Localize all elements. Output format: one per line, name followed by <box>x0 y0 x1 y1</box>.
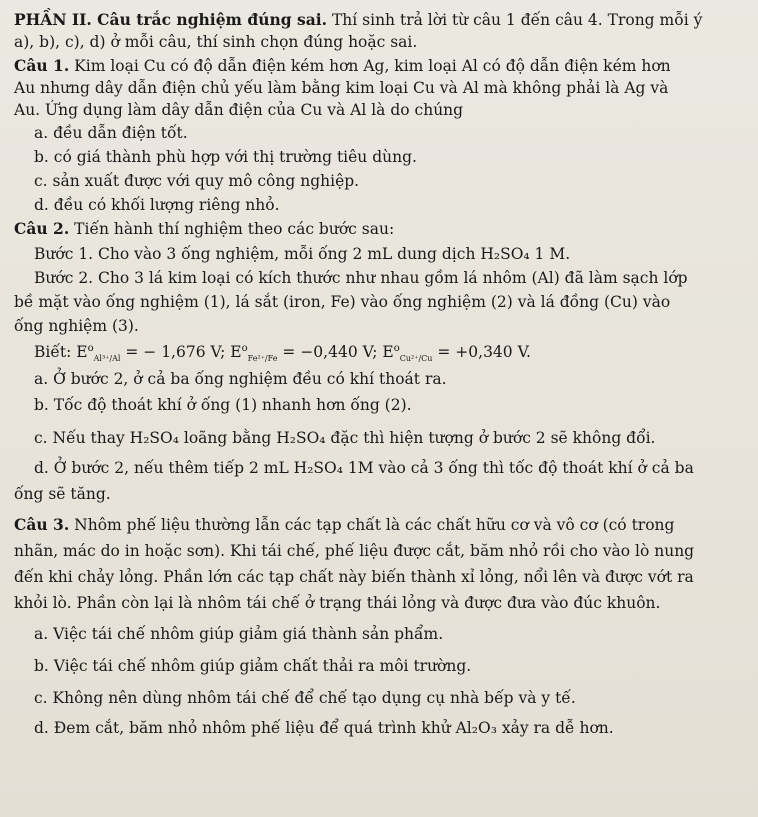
q2-option-c: c. Nếu thay H₂SO₄ loãng bằng H₂SO₄ đặc thì hiện tượng ở bước 2 sẽ không đổi. <box>34 429 656 447</box>
q3-option-b: b. Việc tái chế nhôm giúp giảm chất thải ra môi trường. <box>34 657 472 675</box>
q3-stem-2: nhãn, mác do in hoặc sơn). Khi tái chế, phế liệu được cắt, băm nhỏ rồi cho vào lò nung <box>14 542 695 560</box>
q3-stem-line-1 <box>14 515 674 535</box>
q2-label: Câu 2. <box>14 219 70 238</box>
part-instruction-2: a), b), c), d) ở mỗi câu, thí sinh chọn đúng hoặc sai. <box>14 33 418 51</box>
q3-stem-1: Nhôm phế liệu thường lẫn các tạp chất là các chất hữu cơ và vô cơ (có trong <box>69 516 675 534</box>
q2-e-al: = − 1,676 V; <box>125 343 231 361</box>
q2-step-2-line-1: Bước 2. Cho 3 lá kim loại có kích thước như nhau gồm lá nhôm (Al) đã làm sạch lớp <box>34 269 688 287</box>
q2-e-cu: = +0,340 V. <box>437 343 531 361</box>
q1-stem-1: Kim loại Cu có độ dẫn điện kém hơn Ag, kim loại Al có độ dẫn điện kém hơn <box>69 57 671 75</box>
q1-stem-3: Au. Ứng dụng làm dây dẫn điện của Cu và Al là do chúng <box>14 101 464 119</box>
q2-stem-line <box>14 219 394 239</box>
q2-step-2-line-3: ống nghiệm (3). <box>14 317 139 335</box>
q2-known-potentials: Biết: $E^o_{Al^{3+}/Al}$ = − 1,676 V; $E^o_{Fe^{2+}/Fe} = -0,440$ V; $E^o_{Cu^{2+}/Cu} = +0,340$ V. <box>34 342 531 364</box>
q3-stem-3: đến khi chảy lỏng. Phần lớn các tạp chất này biến thành xỉ lỏng, nổi lên và được vớt ra <box>14 568 694 586</box>
q3-option-c: c. Không nên dùng nhôm tái chế để chế tạo dụng cụ nhà bếp và y tế. <box>34 689 576 707</box>
q2-step-2-line-2: bề mặt vào ống nghiệm (1), lá sắt (iron, Fe) vào ống nghiệm (2) và lá đồng (Cu) vào <box>14 293 671 311</box>
q3-stem-4: khỏi lò. Phần còn lại là nhôm tái chế ở trạng thái lỏng và được đưa vào đúc khuôn. <box>14 594 661 612</box>
q2-option-b: b. Tốc độ thoát khí ở ống (1) nhanh hơn ống (2). <box>34 396 412 414</box>
part-heading: PHẦN II. Câu trắc nghiệm đúng sai. <box>14 10 328 29</box>
q2-stem: Tiến hành thí nghiệm theo các bước sau: <box>69 220 395 238</box>
q2-known-label: Biết: <box>34 343 77 361</box>
q1-option-c: c. sản xuất được với quy mô công nghiệp. <box>34 172 360 190</box>
q2-option-a: a. Ở bước 2, ở cả ba ống nghiệm đều có khí thoát ra. <box>34 370 447 388</box>
q3-option-d: d. Đem cắt, băm nhỏ nhôm phế liệu để quá trình khử Al₂O₃ xảy ra dễ hơn. <box>34 719 614 737</box>
q1-stem-2: Au nhưng dây dẫn điện chủ yếu làm bằng kim loại Cu và Al mà không phải là Ag và <box>14 79 669 97</box>
q3-label: Câu 3. <box>14 515 70 534</box>
q2-step-1: Bước 1. Cho vào 3 ống nghiệm, mỗi ống 2 mL dung dịch H₂SO₄ 1 M. <box>34 245 571 263</box>
q1-option-b: b. có giá thành phù hợp với thị trường tiêu dùng. <box>34 148 417 166</box>
part-instruction-1: Thí sinh trả lời từ câu 1 đến câu 4. Trong mỗi ý <box>327 11 703 29</box>
q3-option-a: a. Việc tái chế nhôm giúp giảm giá thành sản phẩm. <box>34 625 444 643</box>
q1-stem-line-1 <box>14 56 671 76</box>
q2-option-d-line-2: ống sẽ tăng. <box>14 485 111 503</box>
q1-option-d: d. đều có khối lượng riêng nhỏ. <box>34 196 280 214</box>
q2-e-fe: = −0,440 V; <box>282 343 383 361</box>
q2-option-d-line-1: d. Ở bước 2, nếu thêm tiếp 2 mL H₂SO₄ 1M vào cả 3 ống thì tốc độ thoát khí ở cả ba <box>34 459 694 477</box>
part-heading-line <box>14 10 702 30</box>
q1-label: Câu 1. <box>14 56 70 75</box>
q1-option-a: a. đều dẫn điện tốt. <box>34 124 188 142</box>
